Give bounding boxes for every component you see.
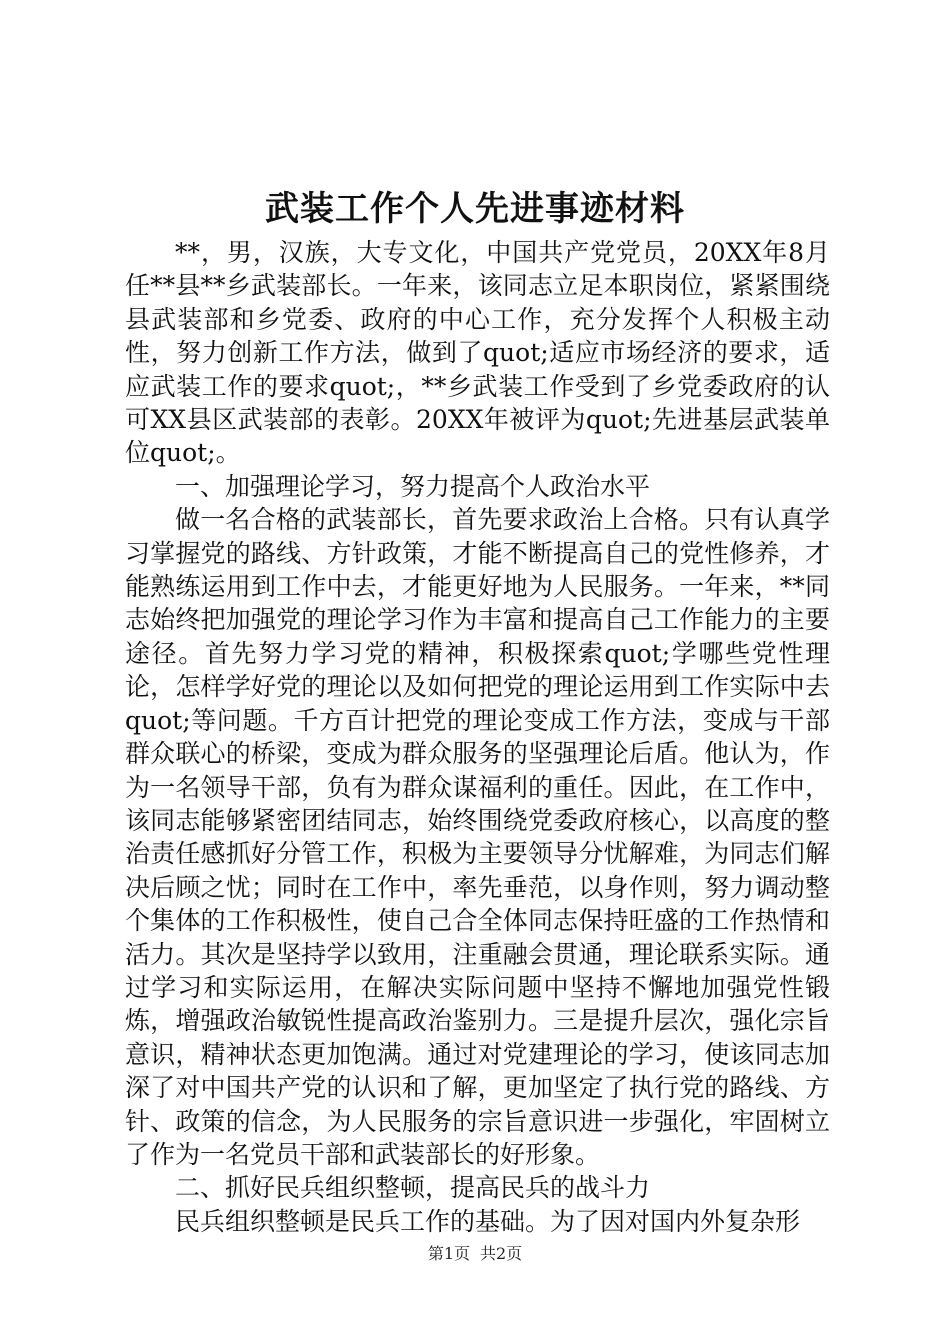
document-title: 武装工作个人先进事迹材料 [265,189,685,229]
page-footer [0,1243,950,1265]
paragraph-intro: **，男，汉族，大专文化，中国共产党党员，20XX年8月任**县**乡武装部长。一年来，该同志立足本职岗位，紧紧围绕县武装部和乡党委、政府的中心工作，充分发挥个人积极主动性，努力创新工作方法，做到了quot;适应市场经济的要求，适应武装工作的要求quot;，**乡武装工作受到了乡党委政府的认可XX县区武装部的表彰。20XX年被评为quot;先进基层武装单位quot;。 [125,238,830,468]
section-heading-2: 二、抓好民兵组织整顿，提高民兵的战斗力 [175,1173,651,1203]
page-number: 第1页 [427,1244,470,1263]
section-heading-1: 一、加强理论学习，努力提高个人政治水平 [175,471,651,501]
document-body [125,236,830,1238]
page-total: 共2页 [480,1244,523,1263]
paragraph-section-2: 民兵组织整顿是民兵工作的基础。为了因对国内外复杂形 [175,1206,801,1236]
paragraph-section-1: 做一名合格的武装部长，首先要求政治上合格。只有认真学习掌握党的路线、方针政策，才能不断提高自己的党性修养，才能熟练运用到工作中去，才能更好地为人民服务。一年来，**同志始终把加强党的理论学习作为丰富和提高自己工作能力的主要途径。首先努力学习党的精神，积极探索quot;学哪些党性理论，怎样学好党的理论以及如何把党的理论运用到工作实际中去quot;等问题。千方百计把党的理论变成工作方法，变成与干部群众联心的桥梁，变成为群众服务的坚强理论后盾。他认为，作为一名领导干部，负有为群众谋福利的重任。因此，在工作中，该同志能够紧密团结同志，始终围绕党委政府核心，以高度的整治责任感抓好分管工作，积极为主要领导分忧解难，为同志们解决后顾之忧；同时在工作中，率先垂范，以身作则，努力调动整个集体的工作积极性，使自己合全体同志保持旺盛的工作热情和活力。其次是坚持学以致用，注重融会贯通，理论联系实际。通过学习和实际运用，在解决实际问题中坚持不懈地加强党性锻炼，增强政治敏锐性提高政治鉴别力。三是提升层次，强化宗旨意识，精神状态更加饱满。通过对党建理论的学习，使该同志加深了对中国共产党的认识和了解，更加坚定了执行党的路线、方针、政策的信念，为人民服务的宗旨意识进一步强化，牢固树立了作为一名党员干部和武装部长的好形象。 [125,505,830,1169]
